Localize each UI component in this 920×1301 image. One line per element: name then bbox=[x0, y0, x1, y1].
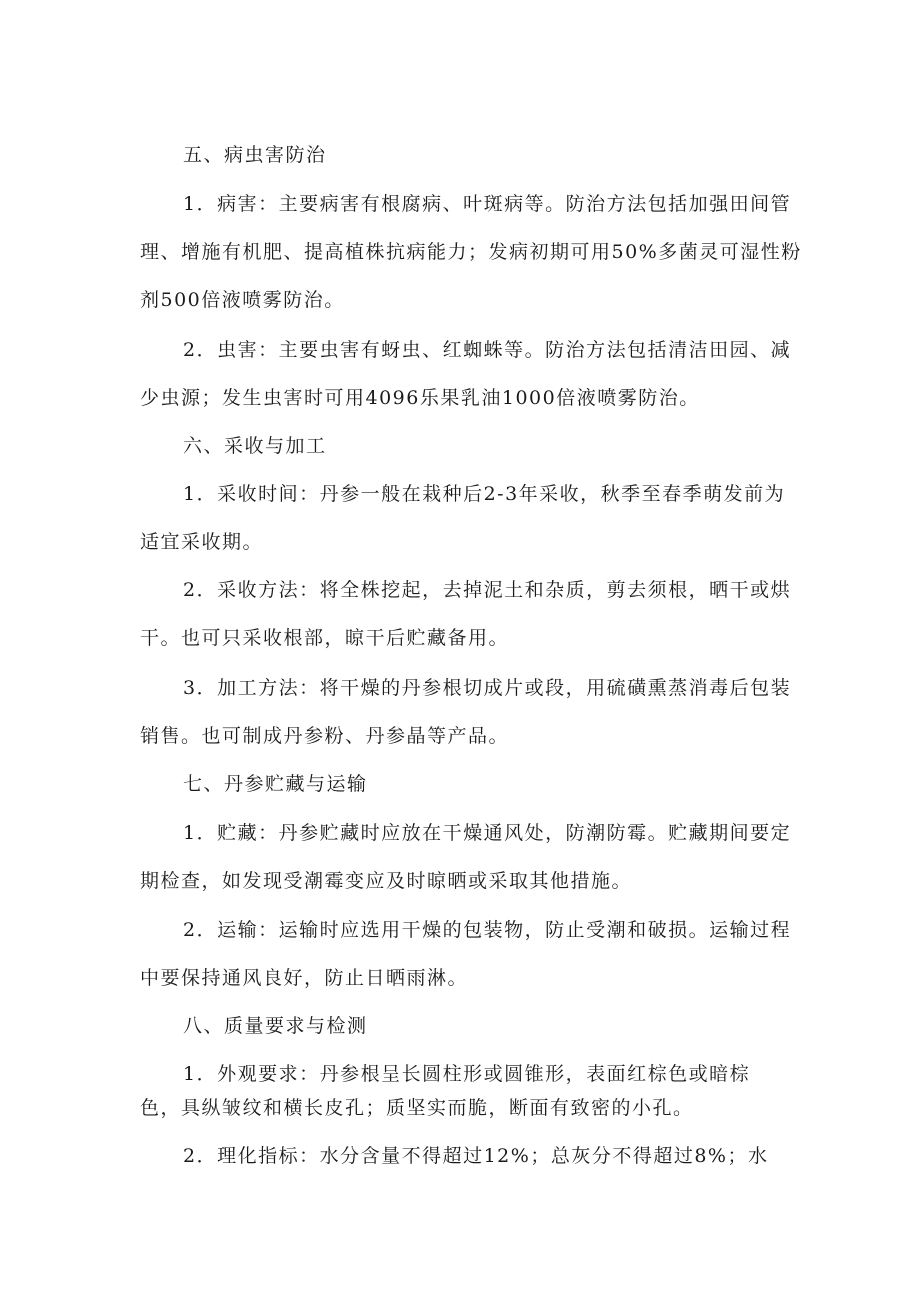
paragraph-line: 理、增施有机肥、提高植株抗病能力；发病初期可用50%多菌灵可湿性粉 bbox=[140, 241, 802, 263]
paragraph-line: 剂500倍液喷雾防治。 bbox=[140, 289, 345, 311]
paragraph-line: 1．采收时间：丹参一般在栽种后2-3年采收，秋季至春季萌发前为 bbox=[183, 483, 786, 505]
paragraph-line: 销售。也可制成丹参粉、丹参晶等产品。 bbox=[140, 725, 510, 747]
paragraph-line: 2．虫害：主要虫害有蚜虫、红蜘蛛等。防治方法包括清洁田园、减 bbox=[183, 339, 792, 361]
paragraph-line: 2．运输：运输时应选用干燥的包装物，防止受潮和破损。运输过程 bbox=[183, 919, 792, 941]
paragraph-line: 干。也可只采收根部，晾干后贮藏备用。 bbox=[140, 627, 510, 649]
paragraph-line: 中要保持通风良好，防止日晒雨淋。 bbox=[140, 967, 469, 989]
paragraph-line: 少虫源；发生虫害时可用4096乐果乳油1000倍液喷雾防治。 bbox=[140, 387, 700, 409]
paragraph-line: 期检查，如发现受潮霉变应及时晾晒或采取其他措施。 bbox=[140, 870, 633, 892]
section-heading: 五、病虫害防治 bbox=[183, 144, 327, 166]
paragraph-line: 2．采收方法：将全株挖起，去掉泥土和杂质，剪去须根，晒干或烘 bbox=[183, 579, 792, 601]
paragraph-line: 2．理化指标：水分含量不得超过12%；总灰分不得超过8%；水 bbox=[183, 1145, 769, 1167]
paragraph-line: 1．贮藏：丹参贮藏时应放在干燥通风处，防潮防霉。贮藏期间要定 bbox=[183, 822, 792, 844]
section-heading: 八、质量要求与检测 bbox=[183, 1015, 368, 1037]
paragraph-line: 适宜采收期。 bbox=[140, 531, 264, 553]
paragraph-line: 1．病害：主要病害有根腐病、叶斑病等。防治方法包括加强田间管 bbox=[183, 193, 792, 215]
paragraph-line: 1．外观要求：丹参根呈长圆柱形或圆锥形，表面红棕色或暗棕 bbox=[183, 1063, 751, 1085]
section-heading: 七、丹参贮藏与运输 bbox=[183, 773, 368, 795]
paragraph-line: 3．加工方法：将干燥的丹参根切成片或段，用硫磺熏蒸消毒后包装 bbox=[183, 677, 792, 699]
section-heading: 六、采收与加工 bbox=[183, 435, 327, 457]
paragraph-line: 色，具纵皱纹和横长皮孔；质坚实而脆，断面有致密的小孔。 bbox=[140, 1097, 694, 1119]
